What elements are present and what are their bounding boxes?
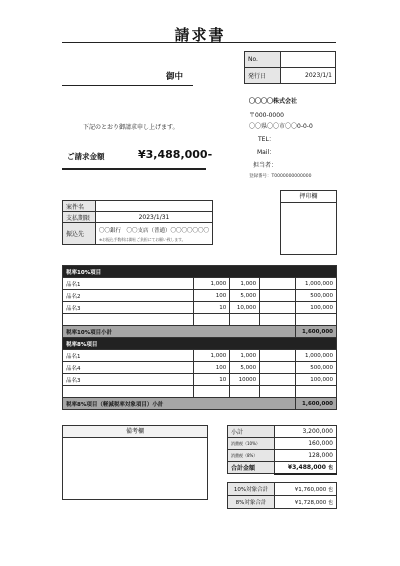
item-quantity[interactable]: 1,000	[230, 350, 260, 362]
issuer-name: 〇〇〇〇株式会社	[249, 98, 298, 105]
item-unit-price[interactable]: 100	[194, 290, 230, 302]
item-name[interactable]: 品名3	[63, 374, 194, 386]
section-8-header: 税率8%項目	[63, 338, 337, 350]
subtotal-10-value: 1,600,000	[295, 326, 336, 338]
item-quantity[interactable]: 5,000	[230, 362, 260, 374]
item-name[interactable]: 品名1	[63, 350, 194, 362]
grand-total-unit: 也	[327, 464, 333, 471]
item-subtotal: 100,000	[295, 302, 336, 314]
item-unit-price[interactable]	[194, 314, 230, 326]
item-name[interactable]: 品名3	[63, 302, 194, 314]
item-unit-price[interactable]: 100	[194, 362, 230, 374]
subtotal-8-label: 税率8%項目（軽減税率対象項目）小計	[63, 398, 296, 410]
bank-note: ※お振込手数料は御社ご負担にてお願い致します。	[98, 237, 186, 242]
item-subtotal: 500,000	[295, 362, 336, 374]
remarks-label: 備考欄	[63, 426, 207, 438]
table-row	[63, 374, 337, 386]
issuer-registration-number: 登録番号：T0000000000000	[249, 174, 312, 179]
subtotal-label: 小計	[228, 426, 275, 438]
document-title: 請求書	[174, 26, 226, 44]
item-quantity[interactable]: 5,000	[230, 290, 260, 302]
due-date-value[interactable]: 2023/1/31	[95, 212, 212, 223]
payment-info-table	[62, 200, 213, 245]
item-unit-price[interactable]: 1,000	[194, 278, 230, 290]
subtotal-8-value: 1,600,000	[295, 398, 336, 410]
item-unit-price[interactable]: 10	[194, 374, 230, 386]
item-unit-price[interactable]: 10	[194, 302, 230, 314]
issue-date-label: 発行日	[245, 68, 281, 84]
bank-value: 〇〇銀行 〇〇支店（普通）〇〇〇〇〇〇〇	[98, 228, 209, 234]
item-subtotal	[295, 314, 336, 326]
totals-table	[227, 425, 337, 475]
target-10-value: ¥1,760,000	[294, 486, 327, 493]
target-10-label: 10%対象合計	[228, 483, 275, 496]
billing-amount-underline	[62, 168, 206, 170]
invoice-number-label: No.	[245, 52, 281, 68]
item-unit[interactable]	[260, 278, 296, 290]
item-unit[interactable]	[260, 302, 296, 314]
bank-label: 振込先	[63, 223, 96, 245]
grand-total-cell	[275, 462, 337, 474]
seal-label: 押印欄	[281, 191, 336, 203]
recipient-suffix: 御中	[166, 72, 184, 82]
target-8-cell	[275, 496, 337, 509]
subtotal-value: 3,200,000	[275, 426, 337, 438]
title-underline	[62, 42, 336, 43]
item-unit[interactable]	[260, 350, 296, 362]
subject-label: 案件名	[63, 201, 96, 212]
subject-value[interactable]	[95, 201, 212, 212]
section-10-header: 税率10%項目	[63, 266, 337, 278]
billing-amount-label: ご請求金額	[67, 152, 105, 161]
tax-8-value: 128,000	[275, 450, 337, 462]
item-name[interactable]	[63, 314, 194, 326]
item-unit[interactable]	[260, 374, 296, 386]
table-row	[63, 290, 337, 302]
item-quantity[interactable]	[230, 314, 260, 326]
issuer-address: 〇〇県〇〇市〇〇0-0-0	[249, 123, 313, 130]
grand-total-label: 合計金額	[228, 462, 275, 474]
item-unit[interactable]	[260, 314, 296, 326]
issuer-tel-label: TEL：	[258, 136, 275, 143]
table-row	[63, 386, 337, 398]
remarks-box[interactable]	[62, 425, 208, 500]
grand-total-value: ¥3,488,000	[287, 463, 326, 471]
item-name[interactable]: 品名2	[63, 290, 194, 302]
subtotal-10-label: 税率10%項目小計	[63, 326, 296, 338]
item-name[interactable]: 品名4	[63, 362, 194, 374]
item-unit-price[interactable]	[194, 386, 230, 398]
bank-cell[interactable]	[95, 223, 212, 245]
item-unit[interactable]	[260, 386, 296, 398]
intro-text: 下記のとおり御請求申し上げます。	[83, 124, 179, 131]
seal-box	[280, 190, 337, 255]
tax-10-value: 160,000	[275, 438, 337, 450]
issuer-postal: 〒000-0000	[249, 112, 284, 119]
table-row	[63, 302, 337, 314]
target-10-cell	[275, 483, 337, 496]
item-unit-price[interactable]: 1,000	[194, 350, 230, 362]
issuer-person-label: 担当者：	[253, 162, 278, 169]
item-name[interactable]	[63, 386, 194, 398]
invoice-number-value[interactable]	[281, 52, 336, 68]
due-date-label: 支払期限	[63, 212, 96, 223]
table-row	[63, 278, 337, 290]
issue-date-value[interactable]: 2023/1/1	[281, 68, 336, 84]
item-subtotal	[295, 386, 336, 398]
item-unit[interactable]	[260, 362, 296, 374]
item-quantity[interactable]: 10000	[230, 374, 260, 386]
table-row	[63, 350, 337, 362]
item-subtotal: 100,000	[295, 374, 336, 386]
item-name[interactable]: 品名1	[63, 278, 194, 290]
item-unit[interactable]	[260, 290, 296, 302]
items-table	[62, 265, 337, 410]
recipient-underline	[62, 85, 193, 86]
billing-amount-value: ¥3,488,000-	[138, 148, 213, 161]
item-subtotal: 1,000,000	[295, 350, 336, 362]
target-10-unit: 也	[327, 486, 333, 493]
item-quantity[interactable]	[230, 386, 260, 398]
issuer-mail-label: Mail：	[257, 149, 276, 156]
item-subtotal: 1,000,000	[295, 278, 336, 290]
meta-table	[244, 51, 336, 84]
tax-8-label: 消費税（8%）	[228, 450, 275, 462]
table-row	[63, 314, 337, 326]
target-8-label: 8%対象合計	[228, 496, 275, 509]
tax-10-label: 消費税（10%）	[228, 438, 275, 450]
item-subtotal: 500,000	[295, 290, 336, 302]
table-row	[63, 362, 337, 374]
item-quantity[interactable]: 1,000	[230, 278, 260, 290]
item-quantity[interactable]: 10,000	[230, 302, 260, 314]
target-8-value: ¥1,728,000	[294, 499, 327, 506]
target-8-unit: 也	[327, 499, 333, 506]
tax-target-table	[227, 482, 337, 509]
